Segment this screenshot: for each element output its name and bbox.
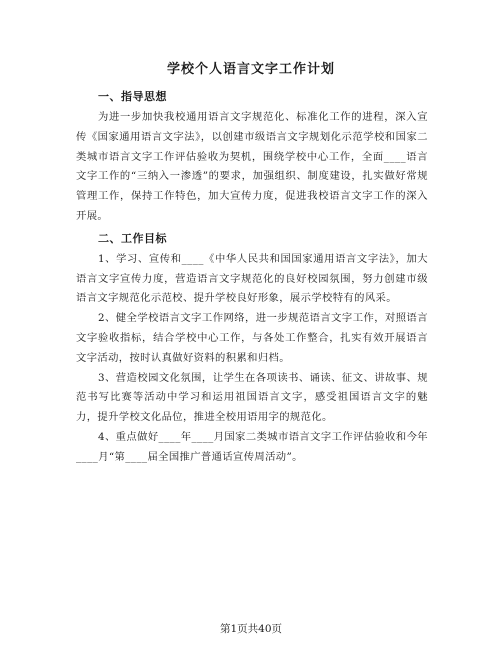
section-heading: 一、指导思想 [98,90,167,103]
section-guiding-ideology [76,88,428,227]
paragraph: 3、营造校园文化氛围，让学生在各项读书、诵读、征文、讲故事、规范书写比赛等活动中学习和运用祖国语言文字，感受祖国语言文字的魅力，提升学校文化品位，推进全校用语用字的规范化。 [76,371,428,424]
paragraph: 4、重点做好____年____月国家二类城市语言文字工作评估验收和今年____月“第____届全国推广普通话宣传周活动”。 [76,430,428,463]
paragraph: 1、学习、宣传和____《中华人民共和国国家通用语言文字法》，加大语言文字宣传力度，营造语言文字规范化的良好校园氛围，努力创建市级语言文字规范化示范校、提升学校良好形象，展示学校特有的风采。 [76,252,428,305]
paragraph: 2、健全学校语言文字工作网络，进一步规范语言文字工作，对照语言文字验收指标，结合学校中心工作，与各处工作整合，扎实有效开展语言文字活动，按时认真做好资料的积累和归档。 [76,312,428,364]
paragraph: 为进一步加快我校通用语言文字规范化、标准化工作的进程，深入宣传《国家通用语言文字法》，以创建市级语言文字规划化示范学校和国家二类城市语言文字工作评估验收为契机，围绕学校中心工作，全面____语言文字工作的“三纳入一渗透”的要求，加强组织、制度建设，扎实做好常规管理工作，保持工作特色，加大宣传力度，促进我校语言文字工作的深入开展。 [76,111,428,222]
document-body [76,88,428,468]
section-heading: 二、工作目标 [98,231,167,245]
page-number: 第1页共40页 [219,623,283,635]
section-work-goals [76,230,428,468]
document-title: 学校个人语言文字工作计划 [166,62,335,77]
